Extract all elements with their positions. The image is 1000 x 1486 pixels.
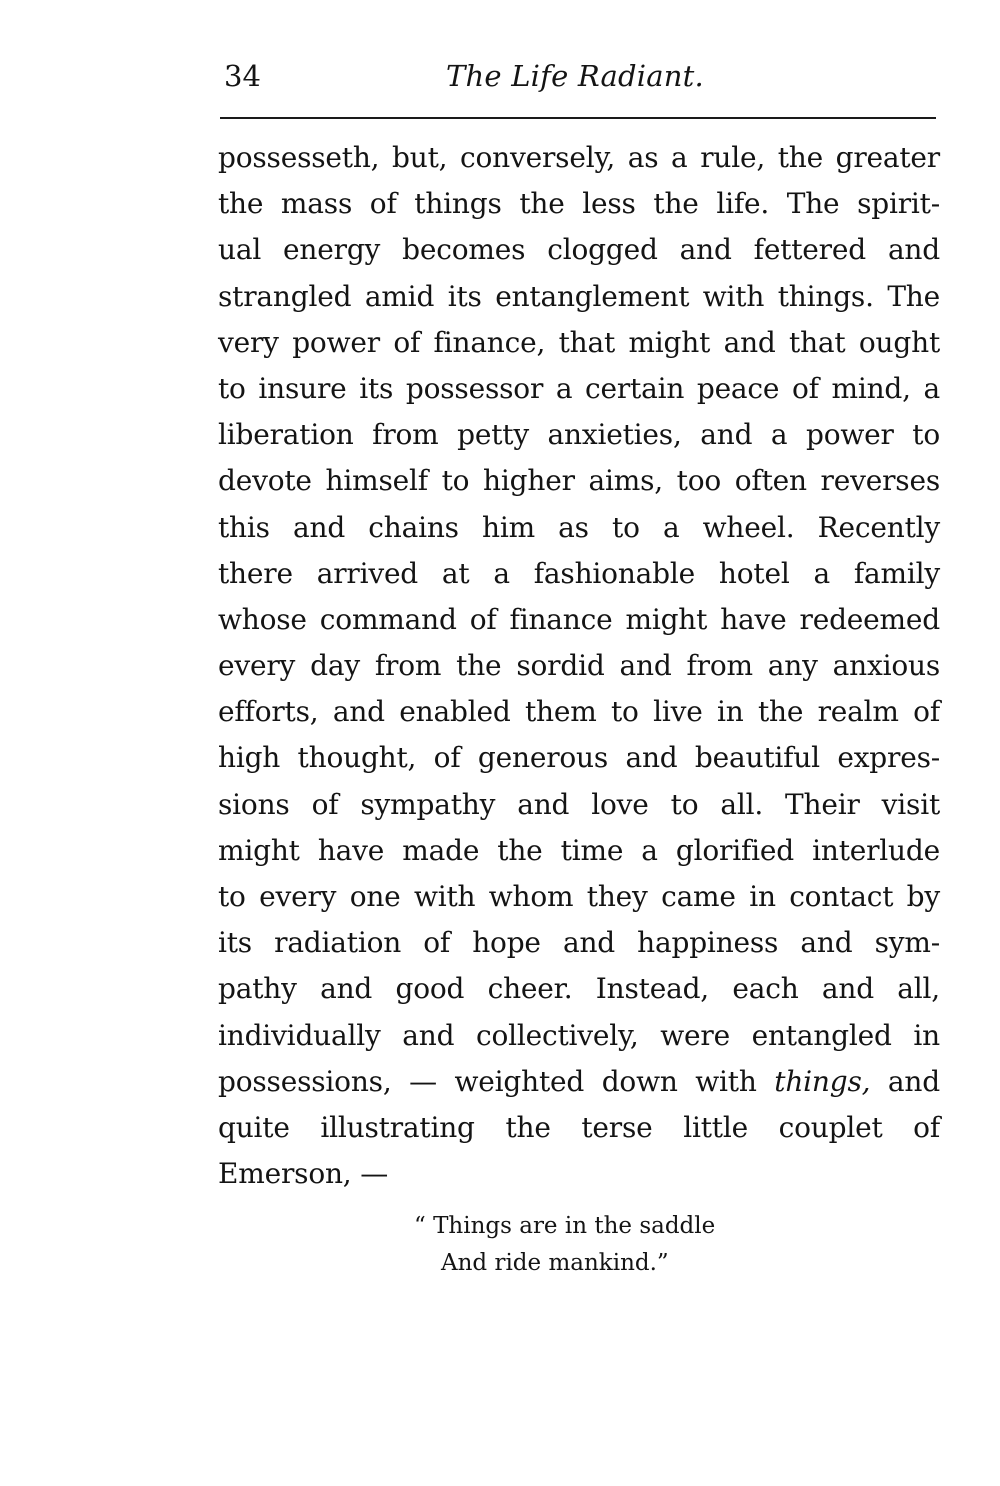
text-line: quite illustrating the terse little couplet of (218, 1110, 940, 1144)
header-rule (220, 117, 936, 119)
text-line: strangled amid its entanglement with things. The (218, 279, 940, 313)
text-line: pathy and good cheer. Instead, each and all, (218, 972, 940, 1006)
text-line: to insure its possessor a certain peace of mind, a (218, 371, 940, 405)
text-line: every day from the sordid and from any anxious (218, 649, 940, 683)
text-line: whose command of finance might have redeemed (218, 602, 940, 636)
verse-quotation (414, 1208, 715, 1282)
page-header (218, 50, 938, 100)
text-fragment: and (870, 1064, 940, 1098)
text-line: devote himself to higher aims, too often reverses (218, 464, 940, 498)
italic-word: things, (774, 1064, 871, 1098)
text-fragment: possessions, — weighted down with (218, 1064, 775, 1098)
text-line: this and chains him as to a wheel. Recently (218, 510, 940, 544)
verse-line: And ride mankind.” (441, 1250, 669, 1276)
text-line: ual energy becomes clogged and fettered and (218, 233, 940, 267)
page-number: 34 (224, 59, 261, 93)
body-paragraph (218, 135, 940, 1197)
text-line: individually and collectively, were entangled in (218, 1018, 940, 1052)
text-line: efforts, and enabled them to live in the realm of (218, 695, 940, 729)
text-line: high thought, of generous and beautiful expres- (218, 741, 940, 775)
text-line: its radiation of hope and happiness and sym- (218, 926, 940, 960)
text-line: the mass of things the less the life. The spirit- (218, 187, 940, 221)
text-line: very power of finance, that might and that ought (218, 325, 940, 359)
text-line: sions of sympathy and love to all. Their visit (218, 787, 940, 821)
text-line: might have made the time a glorified interlude (218, 833, 940, 867)
text-line: possesseth, but, conversely, as a rule, the greater (218, 141, 940, 174)
text-line: to every one with whom they came in contact by (218, 880, 940, 913)
text-line: liberation from petty anxieties, and a power to (218, 418, 940, 452)
text-line: there arrived at a fashionable hotel a family (218, 556, 940, 590)
running-title: The Life Radiant. (446, 59, 704, 93)
text-line (218, 1059, 940, 1105)
verse-line: “ Things are in the saddle (414, 1213, 716, 1239)
text-line: Emerson, — (218, 1157, 389, 1191)
